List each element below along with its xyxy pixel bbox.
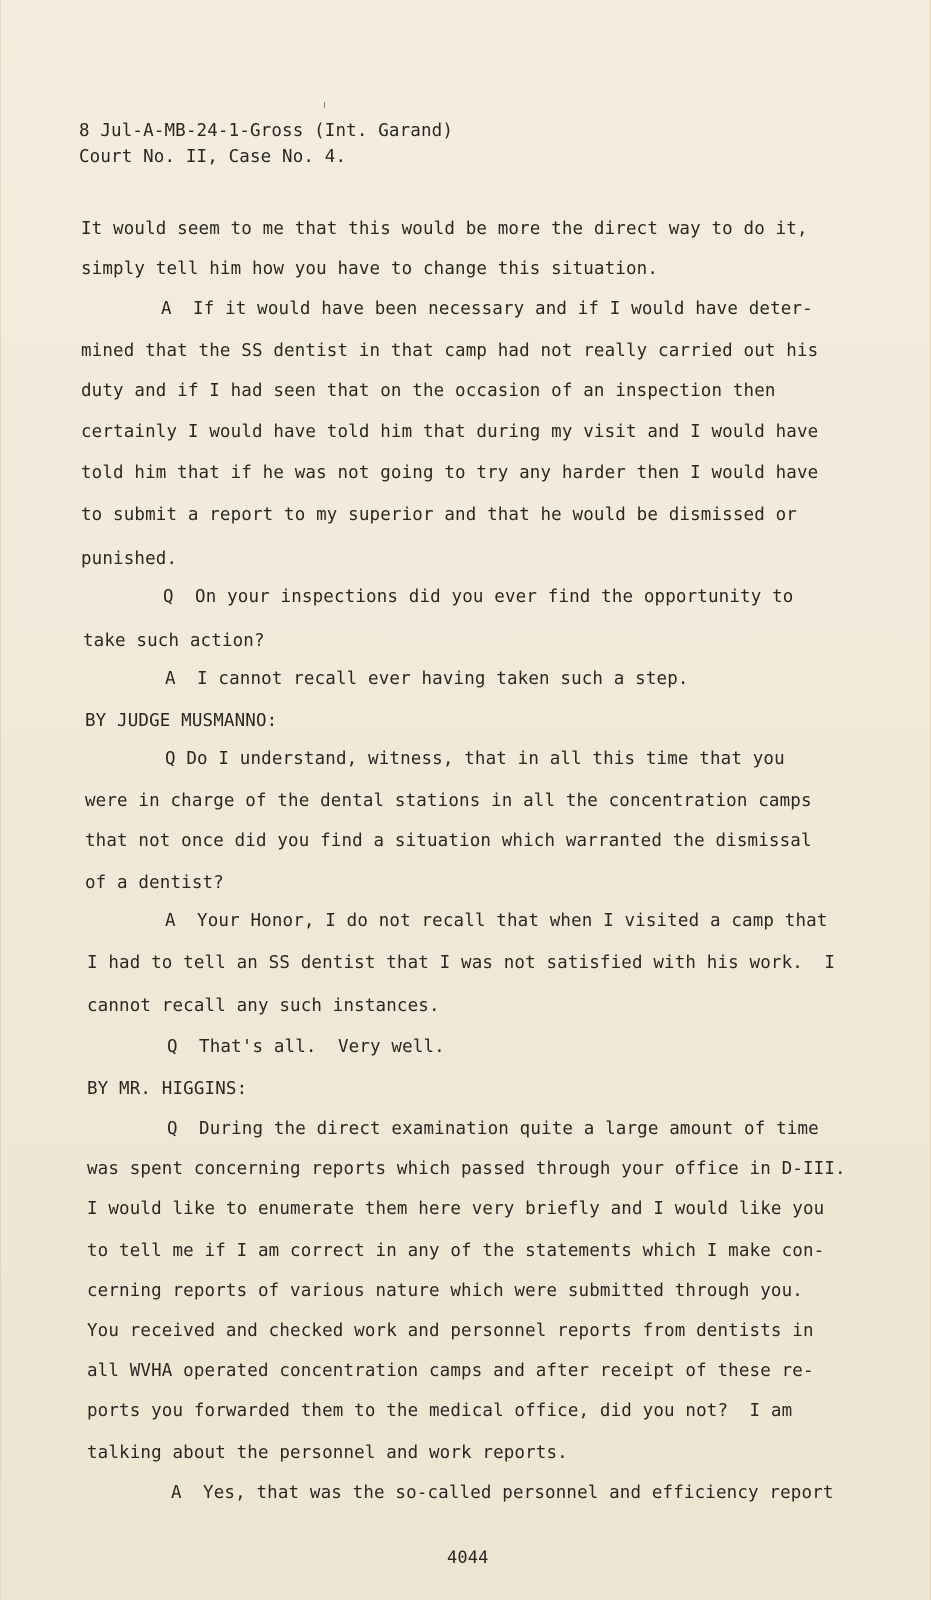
body-line: Q Do I understand, witness, that in all this time that you (165, 749, 785, 769)
body-line: punished. (81, 549, 178, 569)
body-line: A I cannot recall ever having taken such a step. (165, 669, 689, 689)
body-line: I would like to enumerate them here very briefly and I would like you (87, 1199, 825, 1219)
body-line: Q That's all. Very well. (167, 1037, 445, 1057)
body-line: to tell me if I am correct in any of the statements which I make con- (87, 1241, 825, 1261)
body-line: A If it would have been necessary and if I would have deter- (161, 299, 813, 319)
body-line: mined that the SS dentist in that camp had not really carried out his (81, 341, 819, 361)
body-line: told him that if he was not going to try any harder then I would have (81, 463, 819, 483)
body-line: certainly I would have told him that during my visit and I would have (81, 422, 819, 442)
stray-ink-mark (324, 102, 325, 108)
body-line: cannot recall any such instances. (87, 996, 440, 1016)
section-heading: BY MR. HIGGINS: (87, 1079, 248, 1099)
body-line: that not once did you find a situation which warranted the dismissal (85, 831, 812, 851)
body-line: It would seem to me that this would be more the direct way to do it, (81, 219, 808, 239)
body-line: talking about the personnel and work reports. (87, 1443, 568, 1463)
body-line: of a dentist? (85, 873, 224, 893)
body-line: to submit a report to my superior and that he would be dismissed or (81, 505, 797, 525)
body-line: take such action? (83, 631, 265, 651)
body-line: ports you forwarded them to the medical office, did you not? I am (87, 1401, 793, 1421)
body-line: Q On your inspections did you ever find the opportunity to (163, 587, 794, 607)
body-line: were in charge of the dental stations in all the concentration camps (85, 791, 812, 811)
section-heading: BY JUDGE MUSMANNO: (85, 711, 278, 731)
header-line-2: Court No. II, Case No. 4. (79, 147, 347, 167)
document-header (79, 118, 453, 170)
page-number: 4044 (447, 1548, 489, 1568)
body-line: A Your Honor, I do not recall that when I visited a camp that (165, 911, 828, 931)
body-line: was spent concerning reports which passed through your office in D-III. (87, 1159, 846, 1179)
body-line: cerning reports of various nature which were submitted through you. (87, 1281, 803, 1301)
header-line-1: 8 Jul-A-MB-24-1-Gross (Int. Garand) (79, 121, 454, 141)
body-line: You received and checked work and personnel reports from dentists in (87, 1321, 814, 1341)
body-line: all WVHA operated concentration camps and after receipt of these re- (87, 1361, 814, 1381)
body-line: A Yes, that was the so-called personnel and efficiency report (171, 1483, 834, 1503)
body-line: Q During the direct examination quite a large amount of time (167, 1119, 819, 1139)
body-line: simply tell him how you have to change this situation. (81, 259, 659, 279)
body-line: duty and if I had seen that on the occasion of an inspection then (81, 381, 776, 401)
body-line: I had to tell an SS dentist that I was not satisfied with his work. I (87, 953, 836, 973)
